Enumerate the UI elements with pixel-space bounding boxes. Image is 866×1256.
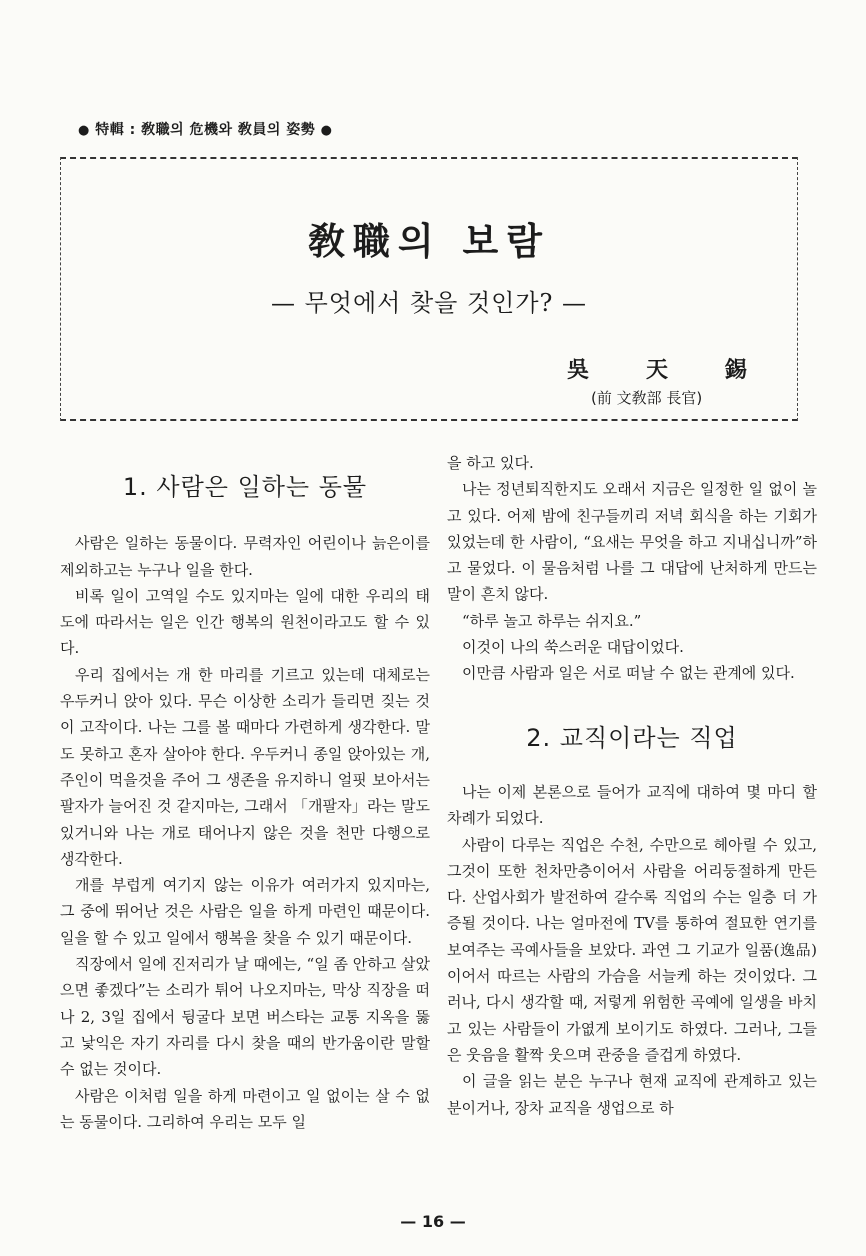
paragraph: 비록 일이 고역일 수도 있지마는 일에 대한 우리의 태도에 따라서는 일은 인간 행복의 원천이라고도 할 수 있다.: [60, 586, 430, 658]
paragraph: 개를 부럽게 여기지 않는 이유가 여러가지 있지마는, 그 중에 뛰어난 것은 사람은 일을 하게 마련인 때문이다. 일을 할 수 있고 일에서 행복을 찾을 수 있기 때문이다.: [60, 876, 430, 947]
title-box: [60, 157, 798, 421]
author-char: 錫: [724, 357, 747, 383]
paragraph: 을 하고 있다.: [447, 454, 534, 472]
left-column: [60, 450, 430, 1135]
paragraph: “하루 놀고 하루는 쉬지요.”: [462, 611, 642, 630]
paragraph: 사람이 다루는 직업은 수천, 수만으로 헤아릴 수 있고, 그것이 또한 천차만층이어서 사람을 어리둥절하게 만든다. 산업사회가 발전하여 갈수록 직업의 수는 일층 더 가증될 것이다. 나는 얼마전에 TV를 통하여 절묘한 연기를 보여주는 곡예사들을 보았다. 과연 그 기교가 일품(逸品)이어서 따르는 사람의 가슴을 서늘케 하는 것이었다. 그러나, 다시 생각할 때, 저렇게 위험한 곡예에 일생을 바치고 있는 사람들이 가엾게 보이기도 하였다. 그러나, 그들은 웃음을 활짝 웃으며 관중을 즐겁게 하였다.: [447, 835, 817, 1064]
bullet-icon: ●: [320, 123, 333, 138]
paragraph: 이것이 나의 쑥스러운 대답이었다.: [462, 638, 684, 657]
article-title: 敎職의 보람: [307, 219, 551, 263]
author-char: 吳: [567, 357, 590, 383]
paragraph: 나는 정년퇴직한지도 오래서 지금은 일정한 일 없이 놀고 있다. 어제 밤에 친구들끼리 저녁 회식을 하는 기회가 있었는데 한 사람이, “요새는 무엇을 하고 지내십니까”하고 물었다. 이 물음처럼 나를 그 대답에 난처하게 만드는 말이 흔치 않다.: [447, 480, 817, 604]
paragraph: 사람은 이처럼 일을 하게 마련이고 일 없이는 살 수 없는 동물이다. 그리하여 우리는 모두 일: [60, 1086, 430, 1131]
author-role: (前 文敎部 長官): [591, 389, 703, 407]
paragraph: 사람은 일하는 동물이다. 무력자인 어린이나 늙은이를 제외하고는 누구나 일을 한다.: [60, 534, 430, 579]
paragraph: 우리 집에서는 개 한 마리를 기르고 있는데 대체로는 우두커니 앉아 있다. 무슨 이상한 소리가 들리면 짖는 것이 고작이다. 나는 그를 볼 때마다 가련하게 생각한다. 말도 못하고 혼자 살아야 한다. 우두커니 종일 앉아있는 개, 주인이 먹을것을 주어 그 생존을 유지하니 얼핏 보아서는 팔자가 늘어진 것 같지마는, 그래서 「개팔자」라는 말도 있거니와 나는 개로 태어나지 않은 것을 천만 다행으로 생각한다.: [60, 665, 430, 868]
page-number: — 16 —: [400, 1212, 466, 1231]
right-column: [447, 450, 817, 1121]
paragraph: 직장에서 일에 진저리가 날 때에는, “일 좀 안하고 살았으면 좋겠다”는 소리가 튀어 나오지마는, 막상 직장을 떠나 2, 3일 집에서 뒹굴다 보면 버스타는 교통 지옥을 뚫고 낯익은 자기 자리를 다시 찾을 때의 반가움이란 말할 수 없는 것이다.: [60, 955, 430, 1079]
section-heading: 1. 사람은 일하는 동물: [122, 473, 368, 501]
author-char: 天: [645, 357, 668, 383]
series-header: [78, 119, 332, 139]
paragraph: 이만큼 사람과 일은 서로 떠날 수 없는 관계에 있다.: [462, 664, 795, 683]
section-heading: 2. 교직이라는 직업: [526, 723, 738, 752]
author-name: [567, 353, 747, 384]
series-label: 特輯 : 敎職의 危機와 敎員의 姿勢: [95, 122, 316, 138]
paragraph: 이 글을 읽는 분은 누구나 현재 교직에 관계하고 있는 분이거나, 장차 교직을 생업으로 하: [447, 1072, 817, 1117]
article-subtitle: — 무엇에서 찾을 것인가? —: [270, 289, 588, 317]
paragraph: 나는 이제 본론으로 들어가 교직에 대하여 몇 마디 할 차례가 되었다.: [447, 782, 817, 828]
bullet-icon: ●: [78, 123, 90, 138]
